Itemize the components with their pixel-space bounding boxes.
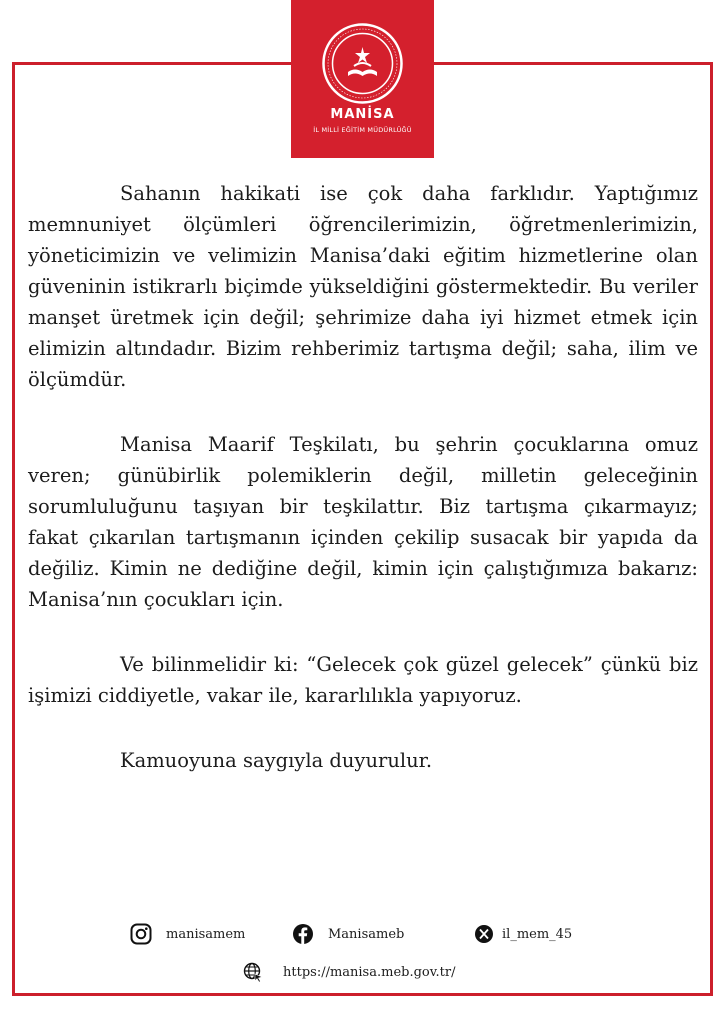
facebook-icon	[292, 923, 314, 945]
ministry-emblem-icon	[321, 22, 404, 105]
x-handle[interactable]	[474, 920, 572, 948]
facebook-label: Manisameb	[328, 926, 405, 942]
frame-top-left	[12, 62, 291, 65]
globe-icon	[243, 962, 263, 982]
statement-body	[28, 178, 698, 810]
frame-top-right	[434, 62, 713, 65]
header-badge	[291, 0, 434, 158]
x-label: il_mem_45	[502, 926, 573, 942]
paragraph-2: Manisa Maarif Teşkilatı, bu şehrin çocuklarına omuz veren; günübirlik polemiklerin değil, milletin geleceğinin sorumluluğunu taşıyan bir teşkilattır. Biz tartışma çıkarmayız; fakat çıkarılan tartışmanın içinden çekilip susacak bir yapıda da değiliz. Kimin ne dediğine değil, kimin için çalıştığımıza bakarız: Manisa’nın çocukları için.	[28, 433, 698, 611]
instagram-handle[interactable]	[130, 920, 245, 948]
frame-left	[12, 62, 15, 996]
frame-bottom	[12, 993, 713, 996]
badge-city: MANİSA	[330, 107, 395, 122]
paragraph-3: Ve bilinmelidir ki: “Gelecek çok güzel gelecek” çünkü biz işimizi ciddiyetle, vakar ile, kararlılıkla yapıyoruz.	[28, 653, 698, 707]
instagram-label: manisamem	[166, 926, 246, 942]
facebook-handle[interactable]	[292, 920, 404, 948]
website-link[interactable]	[243, 962, 456, 982]
badge-subtitle: İL MİLLİ EĞİTİM MÜDÜRLÜĞÜ	[313, 126, 412, 134]
instagram-icon	[130, 923, 152, 945]
paragraph-4: Kamuoyuna saygıyla duyurulur.	[120, 749, 433, 772]
website-url: https://manisa.meb.gov.tr/	[283, 964, 456, 980]
paragraph-1: Sahanın hakikati ise çok daha farklıdır. Yaptığımız memnuniyet ölçümleri öğrencilerimizin, öğretmenlerimizin, yöneticimizin ve velimizin Manisa’daki eğitim hizmetlerine olan güveninin istikrarlı biçimde yükseldiğini göstermektedir. Bu veriler manşet üretmek için değil; şehrimize daha iyi hizmet etmek için elimizin altındadır. Bizim rehberimiz tartışma değil; saha, ilim ve ölçümdür.	[28, 182, 698, 391]
frame-right	[710, 62, 713, 996]
x-logo-icon	[474, 924, 494, 944]
